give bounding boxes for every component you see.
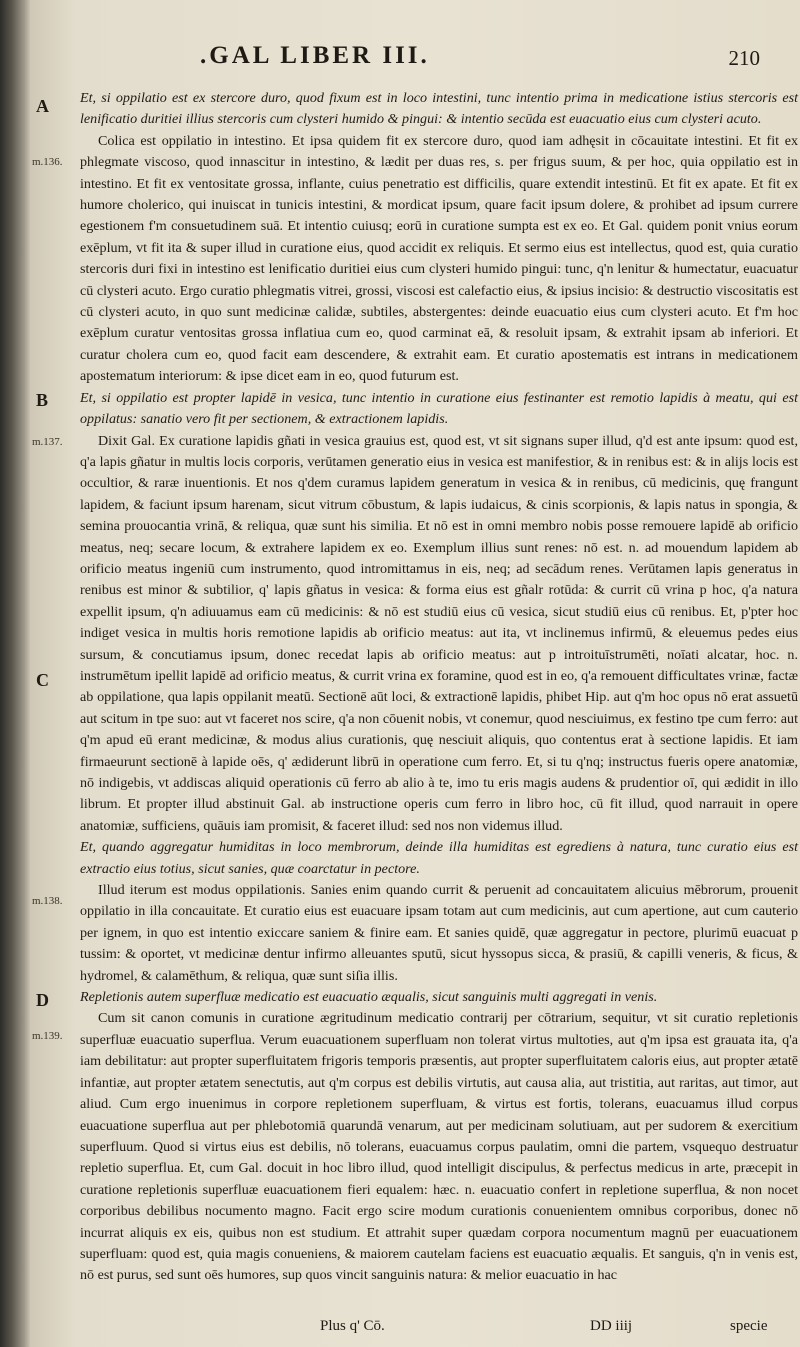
comment-paragraph: Cum sit canon comunis in curatione ægritudinum medicatio contrarij per cōtrarium, sequitur, vt sit curatio repletionis superfluæ euacuatio superflua. Verum euacuationem superfluam non tolerat virtus multoties, aut q'm ipsa est grauata ita, q'a iam debilitatur: aut propter superfluitatem frigoris temporis præsentis, aut propter superfluitatem caloris eius, aut propter ætatē infantiæ, aut propter ætatem senectutis, aut q'm corpus est debilis virtutis, aut causa alia, aut tristitia, aut raritas, aut timor, aut aliud. Cum ergo inuenimus in corpore repletionem superfluam, & virtus est fortis, tolerans, euacuamus illud corpus euacuatione superflua aut per phlebotomiā quarundā venarum, aut per medicinam solutiuam, aut per sudorem & exercitium superfluum. Quod si virtus eius est debilis, nō tolerans, euacuamus corpus paulatim, omni die partem, vsquequo destruatur repletio superflua. Et, cum Gal. docuit in hoc libro illud, quod intelligit discipulus, & perfectus medicus in arte, præcepit in curatione repletionis superfluæ euacuationem fieri equalem: hæc. n. euacuatio confert in repletione superflua, & non nocet corporibus debilibus nocumento magno. Facit ergo scire modum curationis conuenientem omnibus corporibus, donec nō incurrat aliquis ex eis, quibus non est studium. Et attrahit super quædam corpora nocumentum magnū per euacuationem superfluam: quod est, quia magis conueniens, & maiorem cautelam faciens est euacuatio æqualis. Et sanguis, q'n in venis est, nō est purus, sed sunt oēs humores, sup quos vincit sanguinis natura: & melior euacuatio in hac (80, 1010, 798, 1284)
lemma-paragraph: Et, si oppilatio est ex stercore duro, quod fixum est in loco intestini, tunc intentio prima in medicatione istius stercoris est lenificatio duritiei illius stercoris cum clysteri humido & pingui: & intentio secūda est euacuatio eius cum clysteri acuto. (80, 90, 798, 128)
main-text (80, 88, 798, 1298)
margin-letter-a: A (36, 96, 49, 116)
book-page (30, 0, 800, 1347)
book-gutter (0, 0, 30, 1347)
comment-paragraph: Colica est oppilatio in intestino. Et ipsa quidem fit ex stercore duro, quod iam adhęsit in cōcauitate intestini. Et fit ex phlegmate viscoso, quod innascitur in intestino, & lædit per duas res, s. per frigus suum, & per hoc, quia oppilatio est in intestino. Et fit ex ventositate grossa, inflante, cuius penetratio est difficilis, quare extendit intestinū. Et fit ex apate. Et fit ex humore cholerico, qui inuiscat in tunicis intestini, & mordicat ipsum, quare facit ipsum dolere, & prohibet ad ipsum currere egestionem f'm consuetudinem suā. Et intentio cuiusq; eorū in curatione sumpta est ex eo. Et Gal. quidem ponit vnius eorum exēplum, vt fit ita & super illud in curatione eius, quod accidit ex reliquis. Et sermo eius est intellectus, quod est, quia curatio stercoris duri fixi in intestino est lenificatio duritiei eius cum clysteri humido pingui: tunc, q'n lenitur & humectatur, euacuatur cū clysteri acuto. Ergo curatio phlegmatis vitrei, grossi, viscosi est calefactio eius, & ipsius incisio: & destructio viscositatis est cū clysteri acuto, in quo sunt medicinæ calidæ, subtiles, abstergentes: deinde euacuatio eius cum clysteri acuto. Et f'm hoc exēplum curatur ventositas grossa inflatiua cum eo, quod carminat eā, & resoluit ipsam, & extrahit ipsam ab inferiori. Et curatur cholera cum eo, quod facit eam descendere, & extrahit eam. Et curatio apostematis est intrans in medicationem apostematum interiorum: & ipse dicet eam in eo, quod futurum est. (80, 132, 798, 385)
page-number: 210 (728, 46, 760, 70)
signature-mark: DD iiij (590, 1318, 633, 1334)
left-margin (30, 0, 68, 1347)
margin-letter-c: C (36, 670, 49, 690)
lemma-paragraph: Repletionis autem superfluæ medicatio est euacuatio æqualis, sicut sanguinis multi aggregati in venis. (80, 989, 658, 1006)
footer-catchword: Plus q' Cō. (320, 1318, 385, 1334)
lemma-paragraph: Et, si oppilatio est propter lapidē in vesica, tunc intentio in curatione eius festinanter est remotio lapidis à meatu, qui est oppilatus: sanatio vero fit per sectionem, & extractionem lapidis. (80, 389, 798, 428)
margin-letter-d: D (36, 990, 49, 1010)
page-footer (30, 1318, 800, 1342)
running-title: .GAL LIBER III. (200, 42, 430, 69)
margin-note: m.136. (32, 156, 63, 168)
lemma-paragraph: Et, quando aggregatur humiditas in loco membrorum, deinde illa humiditas est egrediens à natura, tunc curatio eius est extractio eius totius, sicut sanies, quæ coarctatur in pectore. (80, 839, 798, 877)
margin-note: m.139. (32, 1030, 63, 1042)
comment-paragraph: Illud iterum est modus oppilationis. Sanies enim quando currit & peruenit ad concauitatem alicuius mēbrorum, prouenit oppilatio in illa concauitate. Et curatio eius est euacuare ipsam totam aut cum medicinis, aut cum apertione, aut cum cauterio per ignem, in quo est intentio exiccare saniem & finire eam. Et sanies quidē, quæ aggregatur in pectore, plurimū euacuat p tussim: & oportet, vt medicinæ dentur infirmo alleuantes sputū, sicut hyssopus sicca, & prasiū, & capilli veneris, & ficus, & hydromel, & calamēthum, & reliqua, quæ sunt siſia illis. (80, 882, 798, 984)
page-header (200, 42, 760, 82)
comment-paragraph: Dixit Gal. Ex curatione lapidis gñati in vesica grauius est, quod est, vt sit signans super illud, q'd est ante ipsum: quod est, q'a lapis gñatur in multis locis corporis, verūtamen generatio eius in vesica est manifestior, & in renibus est: & in alijs locis est occultior, & raræ inuentionis. Et nos q'dem curamus lapidem generatum in vesica & in renibus, cū medicinis, quę frangunt lapidem, & faciunt ipsum harenam, sicut vitrum cōbustum, & lapis iudaicus, & cinis scorpionis, & lapis natus in spongia, & semina prouocantia vrinā, & reliqua, quæ sunt his similia. Et nō est in omni membro nobis posse remouere lapidē ab orificio meatus, neq; secare locum, & extrahere lapidem ex eo. Exemplum illius sunt renes: nō est. n. ad mouendum lapidem ab orificio meatus ingeniū cum instrumento, quod intromittamus in eis, neq; ad secādum renes. Verūtamen lapis generatus in renibus est minor & subtilior, q' lapis gñatus in vesica: & forma eius est gñalr rotūda: & currit cū vrina p hoc, q'a natura expellit ipsum, q'n adiuuamus eam cū medicinis: & nō est studiū eius cū vesica, sicut studiū eius cū renibus. Et, p'pter hoc indiget vesica in multis horis remotione lapidis ab orificio meatus: aut ita, vt inclinemus infirmū, & eleuemus pedes eius sursum, & concutiamus ipsum, donec recedat lapis ab orificio meatus: aut p introituīstrumēti, noīati alcatar, hoc. n. instrumētum ipellit lapidē ad orificio meatus, & currit vrina ex foramine, quod est in eo, q'a remouent difficultates vrinæ, factæ ab oppilatione, qua lapis oppilanit meatū. Sectionē aūt loci, & extractionē lapidis, phibet Hip. aut q'm hoc opus nō erat assuetū aut scitum in tpe suo: aut vt faceret nos scire, q'a non cōuenit nobis, vt conemur, quod nesciuimus, ex festino tpe cum ferro: aut q'm apud eū erant medicinæ, & modus alius curationis, quę nesciuit aliquis, quo contentus erat à sectione lapidis. Et iam firmaeurunt sectionē à lapide oēs, q' ædiderunt librū in operatione cum ferro. Et, si tu q'nq; instructus fueris opere anatomiæ, nō indigebis, vt addiscas aliquid operationis cū ferro ab alio à te, imo tu eris magis audens & prudentior oī, qui ædidit in illo librum. Et propter illud abstinuit Gal. ab instructione operis cum ferro in libro hoc, cū fit illud, quod narrauit in opere anatomiæ, sufficiens, quāuis iam promisit, & faceret illud: sed nos non videmus illud. (80, 432, 798, 834)
margin-letter-b: B (36, 390, 49, 410)
margin-note: m.138. (32, 895, 63, 907)
margin-note: m.137. (32, 436, 63, 448)
next-page-catchword: specie (730, 1318, 768, 1334)
